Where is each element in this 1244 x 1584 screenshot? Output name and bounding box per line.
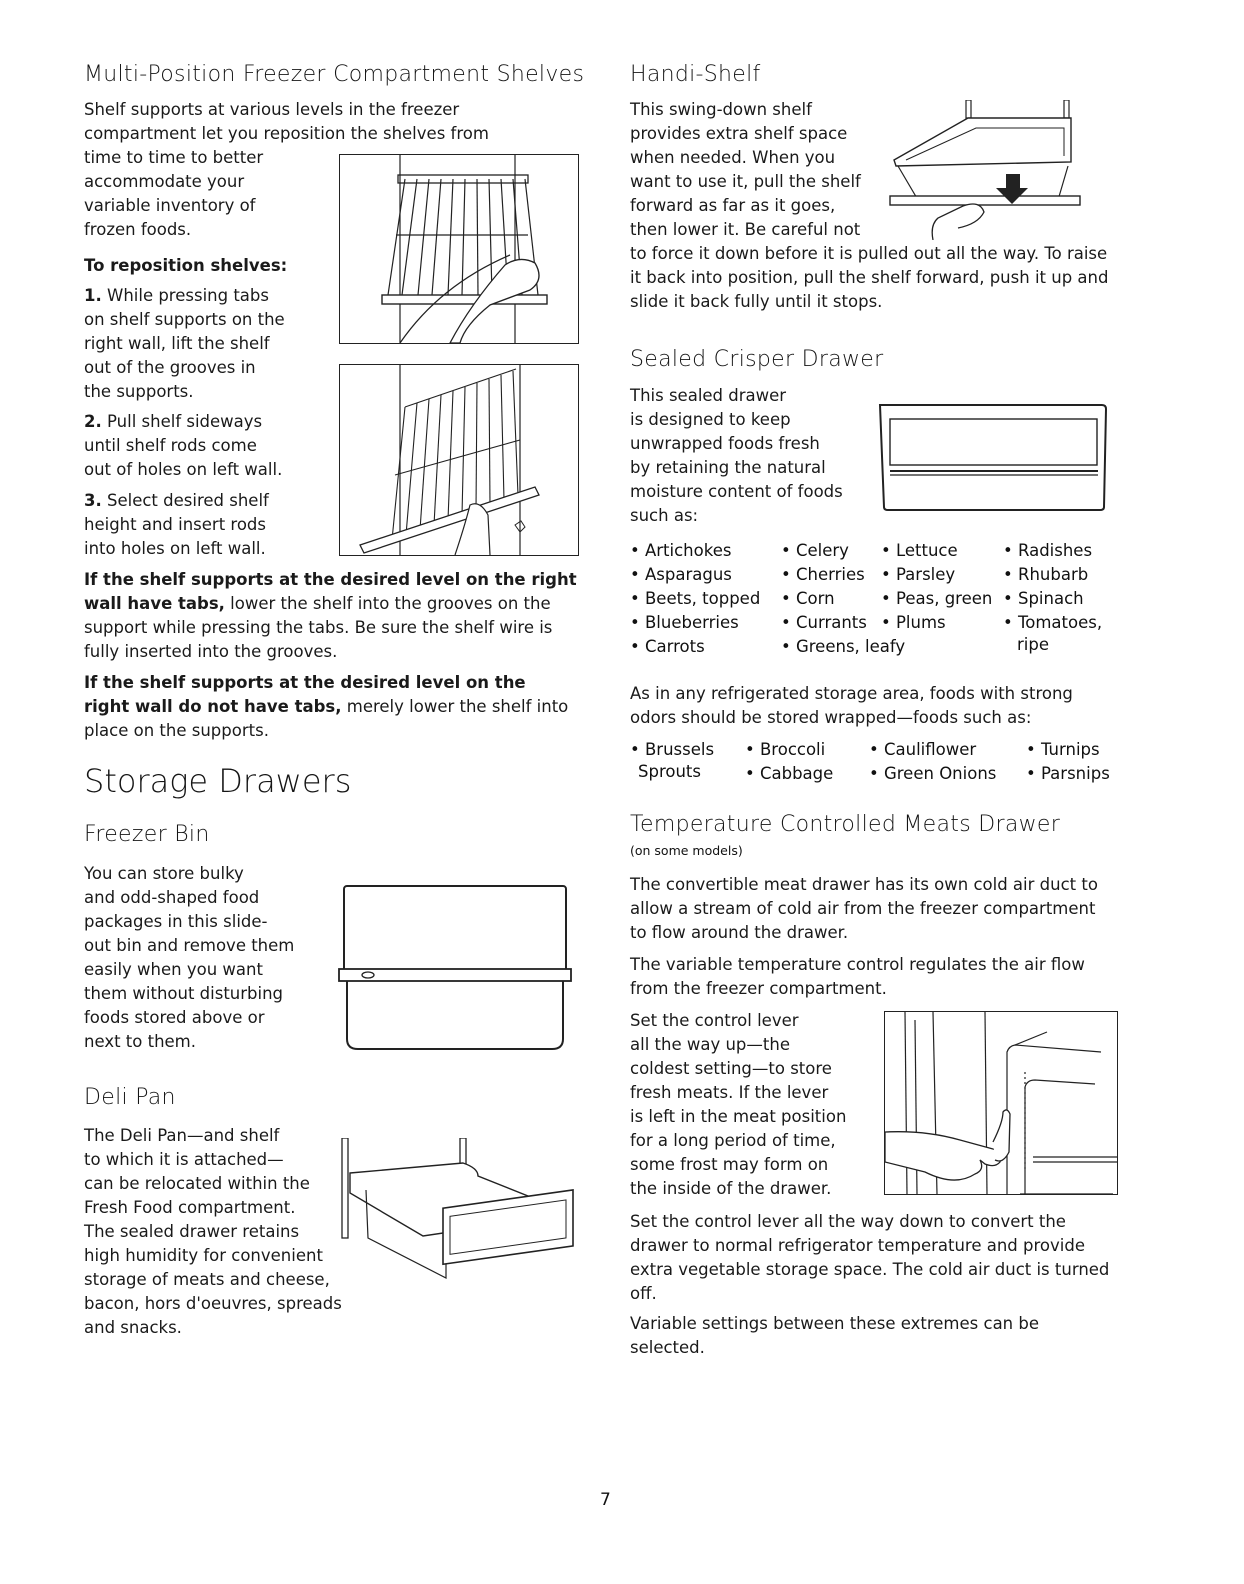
handi-shelf-heading: Handi-Shelf xyxy=(630,62,761,87)
storage-drawers-heading: Storage Drawers xyxy=(84,762,352,800)
shelves-intro: Shelf supports at various levels in the freezer compartment let you reposition the shelves from time to time to better accommodate your variable inventory of frozen foods. xyxy=(84,100,489,239)
crisper-drawer-illustration xyxy=(876,403,1110,513)
wire-shelf-tilted-icon xyxy=(340,365,578,555)
control-lever-icon xyxy=(885,1012,1117,1194)
handi-shelf-illustration xyxy=(888,100,1088,240)
step-2: 2. Pull shelf sideways until shelf rods come out of holes on left wall. xyxy=(84,412,283,479)
shelves-heading: Multi-Position Freezer Compartment Shelves xyxy=(84,62,585,87)
note-without-tabs: If the shelf supports at the desired level on the right wall do not have tabs, merely lower the shelf into place on the supports. xyxy=(84,673,569,740)
deli-pan-illustration xyxy=(338,1138,578,1288)
deli-pan-icon xyxy=(338,1138,578,1288)
crisper-foods-col-3: • Lettuce • Parsley • Peas, green • Plums xyxy=(881,541,993,632)
crisper-foods-col-2: • Celery • Cherries • Corn • Currants • Greens, leafy xyxy=(781,541,906,656)
meats-para-5: Variable settings between these extremes can be selected. xyxy=(630,1314,1040,1357)
meats-para-3: Set the control lever all the way up—the coldest setting—to store fresh meats. If the lever is left in the meat position for a long period of time, some frost may form on the inside of the drawer. xyxy=(630,1011,847,1198)
odor-foods-col-3: • Cauliflower • Green Onions xyxy=(869,740,997,783)
odor-foods-col-4: • Turnips • Parsnips xyxy=(1026,740,1110,783)
deli-pan-text: The Deli Pan—and shelf to which it is attached— can be relocated within the Fresh Food compartment. The sealed drawer retains high humidity for convenient storage of meats and cheese, bacon, hors d'oeuvres, spreads and snacks. xyxy=(84,1126,342,1337)
meats-para-1: The convertible meat drawer has its own cold air duct to allow a stream of cold air from the freezer compartment to flow around the drawer. xyxy=(630,875,1098,942)
control-lever-illustration xyxy=(884,1011,1118,1195)
crisper-drawer-icon xyxy=(876,403,1110,513)
meats-drawer-heading: Temperature Controlled Meats Drawer xyxy=(630,812,1061,837)
freezer-bin-heading: Freezer Bin xyxy=(84,822,210,847)
steps-heading: To reposition shelves: xyxy=(84,256,288,275)
meats-para-2: The variable temperature control regulates the air flow from the freezer compartment. xyxy=(630,955,1085,998)
wire-shelf-icon xyxy=(340,155,578,343)
freezer-bin-icon xyxy=(338,884,572,1052)
crisper-foods-col-4: • Radishes • Rhubarb • Spinach • Tomatoes, ripe xyxy=(1003,541,1103,654)
odor-foods-col-1: • Brussels Sprouts xyxy=(630,740,715,781)
page-number: 7 xyxy=(600,1490,611,1510)
step-3: 3. Select desired shelf height and insert rods into holes on left wall. xyxy=(84,491,269,558)
handi-shelf-text: This swing-down shelf provides extra shelf space when needed. When you want to use it, pull the shelf forward as far as it goes, then lower it. Be careful not to force it down before it is pulled out all the way. To raise it back into position, pull the shelf forward, push it up and slide it back fully until it stops. xyxy=(630,100,1109,311)
odor-text: As in any refrigerated storage area, foods with strong odors should be stored wrapped—foods such as: xyxy=(630,684,1073,727)
meats-para-4: Set the control lever all the way down to convert the drawer to normal refrigerator temperature and provide extra vegetable storage space. The cold air duct is turned off. xyxy=(630,1212,1110,1303)
swing-down-shelf-icon xyxy=(888,100,1088,240)
freezer-bin-text: You can store bulky and odd-shaped food packages in this slide- out bin and remove them easily when you want them without disturbing foods stored above or next to them. xyxy=(84,864,295,1051)
freezer-bin-illustration xyxy=(338,884,572,1052)
note-with-tabs: If the shelf supports at the desired level on the right wall have tabs, lower the shelf into the grooves on the support while pressing the tabs. Be sure the shelf wire is fully inserted into the grooves. xyxy=(84,570,577,661)
shelf-lift-illustration xyxy=(339,154,579,344)
step-1: 1. While pressing tabs on shelf supports on the right wall, lift the shelf out of the grooves in the supports. xyxy=(84,286,285,401)
crisper-foods-col-1: • Artichokes • Asparagus • Beets, topped • Blueberries • Carrots xyxy=(630,541,761,656)
odor-foods-col-2: • Broccoli • Cabbage xyxy=(745,740,834,783)
shelf-insert-illustration xyxy=(339,364,579,556)
deli-pan-heading: Deli Pan xyxy=(84,1085,176,1110)
meats-drawer-subtitle: (on some models) xyxy=(630,843,743,858)
crisper-heading: Sealed Crisper Drawer xyxy=(630,347,884,372)
crisper-text: This sealed drawer is designed to keep unwrapped foods fresh by retaining the natural moisture content of foods such as: xyxy=(630,386,843,525)
